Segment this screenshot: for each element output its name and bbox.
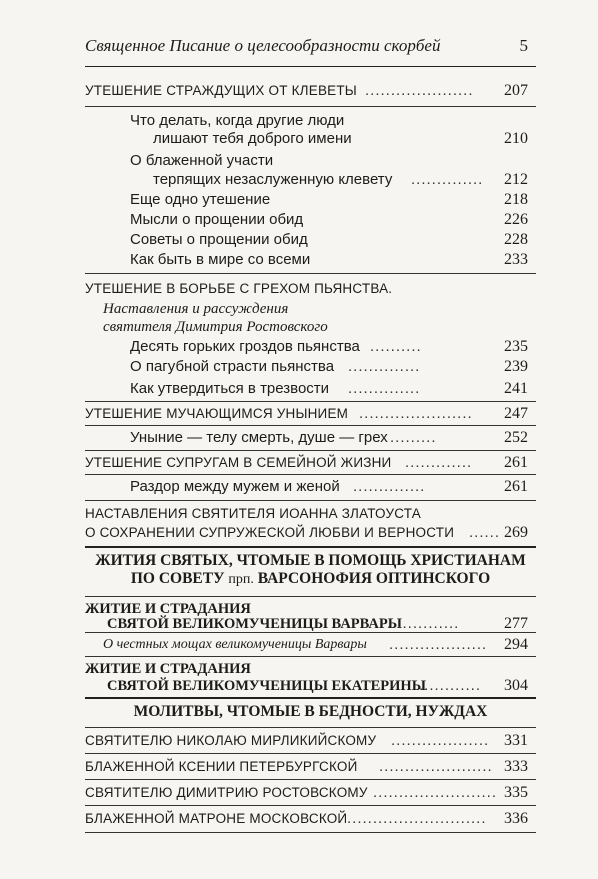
- toc-entry-title: Раздор между мужем и женой: [130, 478, 340, 495]
- section-heading-abbrev: прп.: [228, 572, 254, 587]
- leader-dots: .....................: [365, 82, 474, 99]
- leader-dots: ......................: [359, 405, 473, 422]
- leader-dots: ..............: [353, 478, 426, 495]
- toc-entry-title: терпящих незаслуженную клевету: [153, 171, 393, 188]
- divider: [85, 727, 536, 728]
- toc-page: 226: [504, 211, 528, 228]
- toc-page: 235: [504, 338, 528, 355]
- divider: [85, 500, 536, 501]
- toc-entry-title: О СОХРАНЕНИИ СУПРУЖЕСКОЙ ЛЮБВИ И ВЕРНОСТИ: [85, 525, 455, 540]
- toc-page: 277: [504, 615, 528, 632]
- leader-dots: ............: [419, 677, 482, 694]
- divider: [85, 596, 536, 597]
- leader-dots: ...................: [389, 636, 488, 653]
- divider: [85, 474, 536, 475]
- divider: [85, 805, 536, 806]
- section-rule: [85, 697, 536, 699]
- toc-page: 261: [504, 478, 528, 495]
- toc-entry-title: СВЯТОЙ ВЕЛИКОМУЧЕНИЦЫ ВАРВАРЫ: [107, 616, 402, 632]
- toc-subheading-text: святителя Димитрия Ростовского: [103, 319, 328, 335]
- toc-entry-title: Еще одно утешение: [130, 191, 271, 208]
- toc-page: 247: [504, 405, 528, 422]
- toc-page: 335: [504, 784, 528, 801]
- toc-entry-title: НАСТАВЛЕНИЯ СВЯТИТЕЛЯ ИОАННА ЗЛАТОУСТА: [85, 506, 421, 521]
- toc-entry-title: Что делать, когда другие люди: [130, 112, 345, 129]
- toc-entry-title: О блаженной участи: [130, 152, 274, 169]
- leader-dots: ..............: [348, 380, 421, 397]
- toc-entry-title: ЖИТИЕ И СТРАДАНИЯ: [85, 601, 251, 617]
- toc-entry-title: УТЕШЕНИЕ В БОРЬБЕ С ГРЕХОМ ПЬЯНСТВА.: [85, 281, 393, 296]
- toc-entry-title: УТЕШЕНИЕ СУПРУГАМ В СЕМЕЙНОЙ ЖИЗНИ: [85, 455, 392, 470]
- toc-page: 252: [504, 429, 528, 446]
- toc-page: 269: [504, 524, 528, 541]
- leader-dots: ..............: [387, 615, 460, 632]
- leader-dots: ........................: [373, 784, 498, 801]
- toc-page: 218: [504, 191, 528, 208]
- toc-page: 210: [504, 130, 528, 147]
- running-title: Священное Писание о целесообразности скорбей: [85, 36, 441, 55]
- divider: [85, 779, 536, 780]
- toc-entry-title: СВЯТИТЕЛЮ НИКОЛАЮ МИРЛИКИЙСКОМУ: [85, 733, 377, 748]
- leader-dots: ..............: [348, 358, 421, 375]
- toc-page: 241: [504, 380, 528, 397]
- leader-dots: ......: [469, 524, 501, 541]
- section-heading-line: МОЛИТВЫ, ЧТОМЫЕ В БЕДНОСТИ, НУЖДАХ: [133, 703, 488, 720]
- divider: [85, 753, 536, 754]
- toc-entry-title: О пагубной страсти пьянства: [130, 358, 335, 375]
- section-rule: [85, 546, 536, 548]
- leader-dots: ......................: [379, 758, 493, 775]
- toc-entry-title: Как утвердиться в трезвости: [130, 380, 330, 397]
- toc-entry-title: Советы о прощении обид: [130, 231, 308, 248]
- toc-page: 336: [504, 810, 528, 827]
- divider: [85, 832, 536, 833]
- divider: [85, 106, 536, 107]
- toc-page: 228: [504, 231, 528, 248]
- divider: [85, 425, 536, 426]
- toc-page: 233: [504, 251, 528, 268]
- toc-entry-title: ЖИТИЕ И СТРАДАНИЯ: [85, 661, 251, 677]
- divider: [85, 401, 536, 402]
- divider: [85, 273, 536, 274]
- toc-entry-title: БЛАЖЕННОЙ МАТРОНЕ МОСКОВСКОЙ: [85, 811, 348, 826]
- toc-entry-title: Десять горьких гроздов пьянства: [130, 338, 360, 355]
- section-heading: [85, 570, 536, 589]
- divider: [85, 450, 536, 451]
- toc-entry-title: СВЯТОЙ ВЕЛИКОМУЧЕНИЦЫ ЕКАТЕРИНЫ: [107, 678, 426, 694]
- toc-entry-title: Уныние — телу смерть, душе — грех: [130, 429, 388, 446]
- section-heading-line: ЖИТИЯ СВЯТЫХ, ЧТОМЫЕ В ПОМОЩЬ ХРИСТИАНАМ: [95, 552, 526, 569]
- section-heading: [85, 703, 536, 721]
- toc-subheading-text: Наставления и рассуждения: [103, 301, 289, 317]
- header-rule: [85, 66, 536, 67]
- toc-entry-title: Как быть в мире со всеми: [130, 251, 311, 268]
- toc-page: 212: [504, 171, 528, 188]
- toc-entry-title: Мысли о прощении обид: [130, 211, 304, 228]
- toc-entry-title: УТЕШЕНИЕ СТРАЖДУЩИХ ОТ КЛЕВЕТЫ: [85, 83, 357, 98]
- running-header: [85, 36, 528, 56]
- toc-page: 207: [504, 82, 528, 99]
- toc-page: 304: [504, 677, 528, 694]
- toc-entry-title: лишают тебя доброго имени: [153, 130, 352, 147]
- section-heading-line: ПО СОВЕТУ: [130, 570, 225, 587]
- toc-entry-title: О честных мощах великомученицы Варвары: [103, 637, 367, 652]
- toc-page: 333: [504, 758, 528, 775]
- toc-page: 239: [504, 358, 528, 375]
- section-heading: [85, 552, 536, 570]
- toc-page: 331: [504, 732, 528, 749]
- page-number: 5: [519, 36, 528, 55]
- toc-entry-title: СВЯТИТЕЛЮ ДИМИТРИЮ РОСТОВСКОМУ: [85, 785, 368, 800]
- leader-dots: ...................: [391, 732, 490, 749]
- leader-dots: ..............: [411, 171, 484, 188]
- toc-page: 261: [504, 454, 528, 471]
- toc-page: 294: [504, 636, 528, 653]
- divider: [85, 656, 536, 657]
- toc-entry-title: УТЕШЕНИЕ МУЧАЮЩИМСЯ УНЫНИЕМ: [85, 406, 349, 421]
- leader-dots: .............: [405, 454, 473, 471]
- leader-dots: ...........................: [347, 810, 487, 827]
- section-heading-line: ВАРСОНОФИЯ ОПТИНСКОГО: [257, 570, 491, 587]
- toc-entry-title: БЛАЖЕННОЙ КСЕНИИ ПЕТЕРБУРГСКОЙ: [85, 759, 358, 774]
- leader-dots: ..........: [370, 338, 422, 355]
- divider: [85, 632, 536, 633]
- leader-dots: .........: [390, 429, 437, 446]
